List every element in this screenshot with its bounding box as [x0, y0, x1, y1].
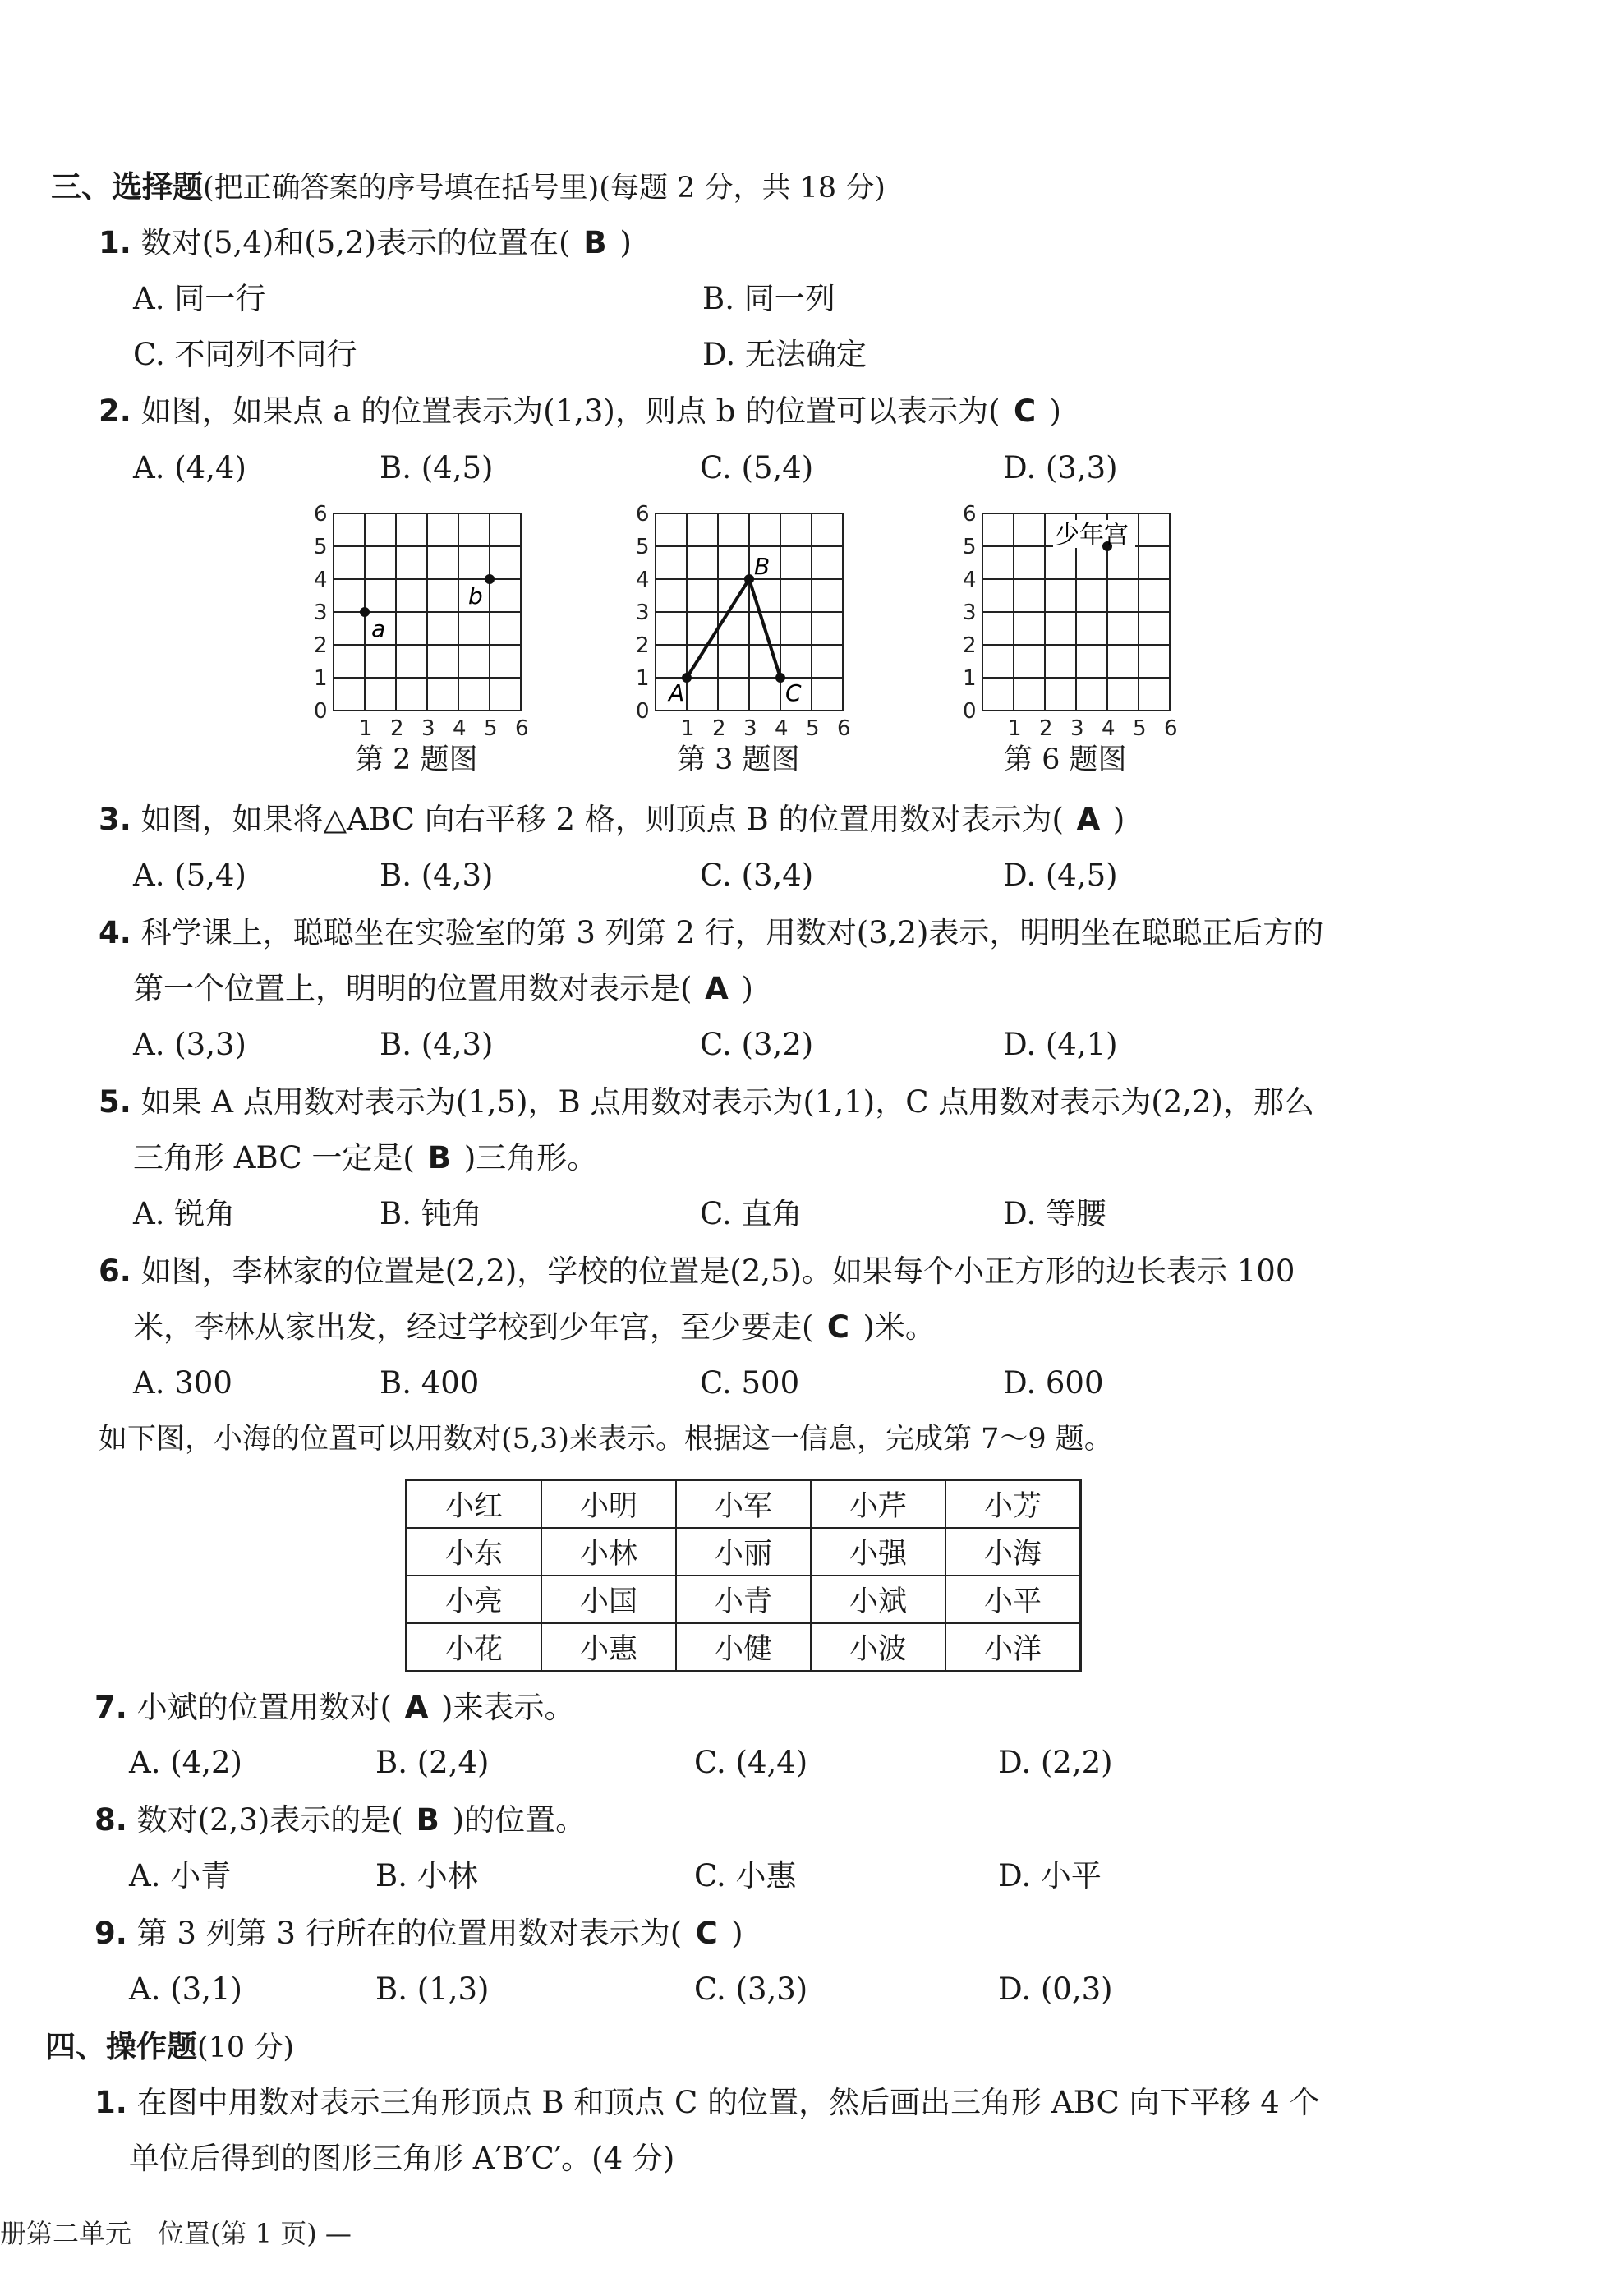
y-tick: 5	[636, 535, 650, 559]
question-number: 1.	[99, 225, 131, 260]
question-8	[94, 1801, 586, 1840]
x-tick: 3	[421, 716, 435, 741]
question-text: 米，李林从家出发，经过学校到少年宫，至少要走(	[133, 1309, 814, 1345]
y-tick: 5	[963, 535, 977, 559]
question-text-end: )	[731, 1916, 743, 1951]
y-tick: 4	[963, 568, 977, 592]
option-a: A. (3,3)	[133, 1027, 246, 1062]
question-text-end: )	[619, 225, 632, 260]
section-note: (把正确答案的序号填在括号里)(每题 2 分，共 18 分)	[203, 172, 886, 205]
y-tick: 6	[314, 502, 328, 527]
y-tick: 5	[314, 535, 328, 559]
question-text: 如图，如果点 a 的位置表示为(1,3)，则点 b 的位置可以表示为(	[140, 393, 1001, 429]
triangle-abc	[687, 579, 780, 678]
operation-1-line2: 单位后得到的图形三角形 A′B′C′。(4 分)	[129, 2141, 675, 2176]
figure-q3	[618, 497, 864, 776]
y-tick: 3	[963, 600, 977, 625]
vertex-b-dot	[744, 574, 754, 584]
caption-q6: 第 6 题图	[1004, 743, 1127, 776]
point-b	[485, 574, 495, 584]
x-tick: 4	[775, 716, 789, 741]
x-tick: 5	[484, 716, 498, 741]
table-row	[407, 1623, 1081, 1672]
question-6	[99, 1252, 1295, 1291]
section-3-header	[51, 168, 886, 208]
option-c: C. 直角	[700, 1196, 803, 1231]
question-number: 2.	[99, 393, 131, 429]
option-d: D. (2,2)	[998, 1745, 1113, 1780]
question-number: 6.	[99, 1254, 131, 1289]
section-title: 三、选择题	[51, 169, 203, 205]
question-text: 数对(5,4)和(5,2)表示的位置在(	[140, 225, 571, 260]
y-tick: 6	[963, 502, 977, 527]
option-d: D. 600	[1003, 1365, 1104, 1401]
question-5-line2	[133, 1139, 597, 1178]
y-tick: 0	[636, 699, 650, 724]
question-9	[94, 1914, 743, 1953]
option-c: C. (3,2)	[700, 1027, 814, 1062]
x-tick: 3	[1070, 716, 1084, 741]
option-d: D. (0,3)	[998, 1971, 1113, 2007]
answer: A	[705, 971, 729, 1006]
intro-7-9: 如下图，小海的位置可以用数对(5,3)来表示。根据这一信息，完成第 7～9 题。	[99, 1423, 1113, 1456]
question-number: 3.	[99, 802, 131, 837]
table-row	[407, 1528, 1081, 1576]
section-title: 四、操作题	[45, 2029, 197, 2064]
option-b: B. (4,5)	[380, 450, 494, 485]
option-b: B. (4,3)	[380, 1027, 494, 1062]
question-7	[94, 1688, 574, 1728]
answer: C	[1013, 393, 1037, 429]
table-cell: 小青	[676, 1576, 811, 1623]
x-tick: 6	[515, 716, 529, 741]
table-cell: 小红	[407, 1480, 542, 1529]
option-a: A. 小青	[129, 1858, 232, 1893]
figure-q6	[945, 497, 1191, 776]
table-cell: 小强	[811, 1528, 945, 1576]
question-number: 4.	[99, 915, 131, 950]
y-tick: 3	[636, 600, 650, 625]
x-tick: 1	[1008, 716, 1022, 741]
y-tick: 1	[314, 666, 328, 691]
table-cell: 小林	[541, 1528, 676, 1576]
section-note: (10 分)	[197, 2031, 294, 2064]
point-a	[360, 607, 370, 617]
option-b: B. 钝角	[380, 1196, 482, 1231]
question-text: 在图中用数对表示三角形顶点 B 和顶点 C 的位置，然后画出三角形 ABC 向下平移 4 个	[136, 2085, 1320, 2120]
option-c: C. (4,4)	[694, 1745, 808, 1780]
question-text-end: )三角形。	[463, 1140, 598, 1176]
option-d: D. 等腰	[1003, 1196, 1106, 1231]
option-b: B. (4,3)	[380, 858, 494, 893]
question-text: 三角形 ABC 一定是(	[133, 1140, 415, 1176]
answer: A	[404, 1690, 429, 1725]
y-tick: 2	[636, 633, 650, 658]
x-tick: 4	[1102, 716, 1116, 741]
x-tick: 2	[1039, 716, 1053, 741]
answer: C	[695, 1916, 718, 1951]
x-tick: 2	[390, 716, 404, 741]
option-d: D. (3,3)	[1003, 450, 1118, 485]
table-cell: 小花	[407, 1623, 542, 1672]
option-a: A. 300	[133, 1365, 232, 1401]
question-text: 第 3 列第 3 行所在的位置用数对表示为(	[136, 1916, 683, 1951]
question-number: 7.	[94, 1690, 127, 1725]
x-tick: 2	[712, 716, 726, 741]
y-tick: 0	[314, 699, 328, 724]
option-d: D. 小平	[998, 1858, 1102, 1893]
label-b: b	[468, 582, 483, 610]
question-text-end: )	[1112, 802, 1125, 837]
table-cell: 小斌	[811, 1576, 945, 1623]
option-c: C. (3,4)	[700, 858, 814, 893]
seat-table	[405, 1479, 1082, 1672]
caption-q3: 第 3 题图	[677, 743, 800, 776]
table-cell: 小平	[945, 1576, 1081, 1623]
x-tick: 6	[837, 716, 851, 741]
question-4	[99, 913, 1323, 953]
option-d: D. (4,1)	[1003, 1027, 1118, 1062]
grid-q2	[296, 497, 542, 752]
table-cell: 小东	[407, 1528, 542, 1576]
x-tick: 1	[681, 716, 695, 741]
label-vertex-c: C	[785, 679, 802, 706]
table-row	[407, 1480, 1081, 1529]
question-text: 如果 A 点用数对表示为(1,5)，B 点用数对表示为(1,1)，C 点用数对表示为(2,2)，那么	[140, 1084, 1314, 1120]
x-tick: 4	[453, 716, 467, 741]
table-cell: 小明	[541, 1480, 676, 1529]
grid-q3	[618, 497, 864, 752]
question-text: 小斌的位置用数对(	[136, 1690, 393, 1725]
question-2	[99, 392, 1061, 431]
table-cell: 小惠	[541, 1623, 676, 1672]
question-text-end: )	[1049, 393, 1061, 429]
y-tick: 1	[963, 666, 977, 691]
answer: B	[583, 225, 607, 260]
table-cell: 小芹	[811, 1480, 945, 1529]
option-d: D. (4,5)	[1003, 858, 1118, 893]
question-number: 8.	[94, 1802, 127, 1838]
option-c: C. (5,4)	[700, 450, 814, 485]
y-tick: 2	[314, 633, 328, 658]
y-tick: 4	[314, 568, 328, 592]
question-number: 1.	[94, 2085, 127, 2120]
x-tick: 6	[1164, 716, 1178, 741]
table-cell: 小波	[811, 1623, 945, 1672]
answer: B	[427, 1140, 451, 1176]
table-cell: 小洋	[945, 1623, 1081, 1672]
answer: B	[416, 1802, 439, 1838]
y-tick: 1	[636, 666, 650, 691]
table-cell: 小丽	[676, 1528, 811, 1576]
option-a: A. (4,4)	[133, 450, 246, 485]
option-d: D. 无法确定	[702, 337, 867, 372]
option-b: B. (1,3)	[375, 1971, 490, 2007]
question-text-end: )的位置。	[452, 1802, 587, 1838]
question-text-end: )	[741, 971, 753, 1006]
y-tick: 4	[636, 568, 650, 592]
table-cell: 小健	[676, 1623, 811, 1672]
x-tick: 5	[1133, 716, 1147, 741]
y-tick: 2	[963, 633, 977, 658]
page-footer: 册第二单元 位置(第 1 页) —	[0, 2218, 352, 2249]
option-b: B. (2,4)	[375, 1745, 490, 1780]
answer: C	[826, 1309, 850, 1345]
option-c: C. 500	[700, 1365, 800, 1401]
section-4-header	[45, 2027, 294, 2068]
label-vertex-b: B	[754, 553, 771, 580]
question-text: 数对(2,3)表示的是(	[136, 1802, 403, 1838]
question-6-line2	[133, 1308, 936, 1347]
option-a: A. (4,2)	[129, 1745, 242, 1780]
option-a: A. 同一行	[133, 281, 266, 316]
table-cell: 小军	[676, 1480, 811, 1529]
grid-q6	[945, 497, 1191, 752]
y-tick: 3	[314, 600, 328, 625]
vertex-c-dot	[775, 673, 785, 683]
table-cell: 小亮	[407, 1576, 542, 1623]
x-tick: 5	[806, 716, 820, 741]
question-number: 5.	[99, 1084, 131, 1120]
option-b: B. 同一列	[702, 281, 835, 316]
question-text: 如图，如果将△ABC 向右平移 2 格，则顶点 B 的位置用数对表示为(	[140, 802, 1064, 837]
operation-1	[94, 2083, 1320, 2123]
table-cell: 小海	[945, 1528, 1081, 1576]
option-a: A. (3,1)	[129, 1971, 242, 2007]
figure-q2	[296, 497, 542, 776]
option-c: C. (3,3)	[694, 1971, 808, 2007]
question-5	[99, 1083, 1314, 1122]
question-text-end: )来表示。	[441, 1690, 575, 1725]
question-3	[99, 800, 1125, 840]
option-c: C. 小惠	[694, 1858, 797, 1893]
y-tick: 0	[963, 699, 977, 724]
question-text: 如图，李林家的位置是(2,2)，学校的位置是(2,5)。如果每个小正方形的边长表示 100	[140, 1254, 1295, 1289]
question-number: 9.	[94, 1916, 127, 1951]
option-a: A. 锐角	[133, 1196, 236, 1231]
question-text-end: )米。	[863, 1309, 936, 1345]
y-tick: 6	[636, 502, 650, 527]
option-a: A. (5,4)	[133, 858, 246, 893]
table-cell: 小芳	[945, 1480, 1081, 1529]
table-cell: 小国	[541, 1576, 676, 1623]
x-tick: 1	[359, 716, 373, 741]
option-b: B. 小林	[375, 1858, 478, 1893]
option-c: C. 不同列不同行	[133, 337, 357, 372]
question-4-line2	[133, 969, 753, 1009]
x-tick: 3	[743, 716, 757, 741]
option-b: B. 400	[380, 1365, 480, 1401]
question-1	[99, 223, 632, 263]
caption-q2: 第 2 题图	[355, 743, 478, 776]
answer: A	[1076, 802, 1101, 837]
label-youth-palace: 少年宫	[1055, 521, 1129, 550]
question-text: 科学课上，聪聪坐在实验室的第 3 列第 2 行，用数对(3,2)表示，明明坐在聪聪正后方的	[140, 915, 1324, 950]
question-text: 第一个位置上，明明的位置用数对表示是(	[133, 971, 692, 1006]
label-a: a	[371, 615, 386, 642]
label-vertex-a: A	[669, 679, 685, 706]
table-row	[407, 1576, 1081, 1623]
